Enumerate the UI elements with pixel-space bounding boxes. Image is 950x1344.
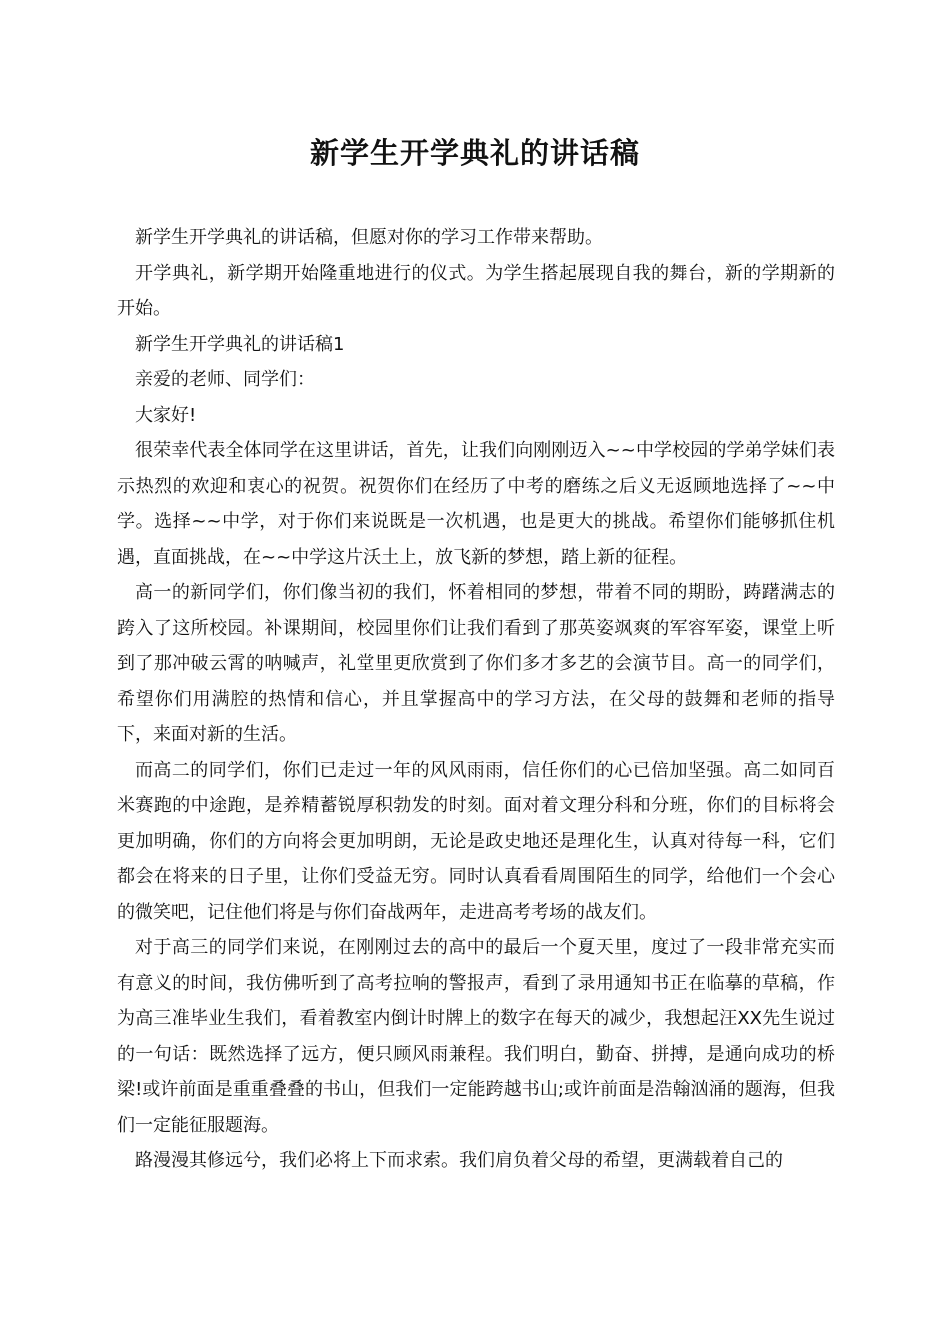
paragraph: 高一的新同学们，你们像当初的我们，怀着相同的梦想，带着不同的期盼，踌躇满志的跨入了这所校园。补课期间，校园里你们让我们看到了那英姿飒爽的军容军姿，课堂上听到了那冲破云霄的呐喊声，礼堂里更欣赏到了你们多才多艺的会演节目。高一的同学们，希望你们用满腔的热情和信心，并且掌握高中的学习方法，在父母的鼓舞和老师的指导下，来面对新的生活。 <box>117 582 835 745</box>
greeting: 大家好! <box>135 404 197 426</box>
salutation: 亲爱的老师、同学们： <box>135 369 315 390</box>
paragraph: 开学典礼，新学期开始隆重地进行的仪式。为学生搭起展现自我的舞台，新的学期新的开始。 <box>117 262 835 319</box>
paragraph: 路漫漫其修远兮，我们必将上下而求索。我们肩负着父母的希望，更满载着自己的 <box>135 1150 783 1171</box>
paragraph: 很荣幸代表全体同学在这里讲话，首先，让我们向刚刚迈入~~中学校园的学弟学妹们表示热烈的欢迎和衷心的祝贺。祝贺你们在经历了中考的磨练之后义无返顾地选择了~~中学。选择~~中学，对于你们来说既是一次机遇，也是更大的挑战。希望你们能够抓住机遇，直面挑战，在~~中学这片沃土上，放飞新的梦想，踏上新的征程。 <box>117 440 835 568</box>
document-body <box>117 220 835 1179</box>
paragraph: 而高二的同学们，你们已走过一年的风风雨雨，信任你们的心已倍加坚强。高二如同百米赛跑的中途跑，是养精蓄锐厚积勃发的时刻。面对着文理分科和分班，你们的目标将会更加明确，你们的方向将会更加明朗，无论是政史地还是理化生，认真对待每一科，它们都会在将来的日子里，让你们受益无穷。同时认真看看周围陌生的同学，给他们一个会心的微笑吧，记住他们将是与你们奋战两年，走进高考考场的战友们。 <box>117 759 835 923</box>
paragraph: 对于高三的同学们来说，在刚刚过去的高中的最后一个夏天里，度过了一段非常充实而有意义的时间，我仿佛听到了高考拉响的警报声，看到了录用通知书正在临摹的草稿，作为高三准毕业生我们，看着教室内倒计时牌上的数字在每天的减少，我想起汪XX先生说过的一句话：既然选择了远方，便只顾风雨兼程。我们明白，勤奋、拼搏，是通向成功的桥梁!或许前面是重重叠叠的书山，但我们一定能跨越书山;或许前面是浩翰汹涌的题海，但我们一定能征服题海。 <box>117 937 835 1136</box>
paragraph: 新学生开学典礼的讲话稿，但愿对你的学习工作带来帮助。 <box>135 227 603 248</box>
document-title: 新学生开学典礼的讲话稿 <box>309 136 640 170</box>
section-heading: 新学生开学典礼的讲话稿1 <box>135 333 345 355</box>
